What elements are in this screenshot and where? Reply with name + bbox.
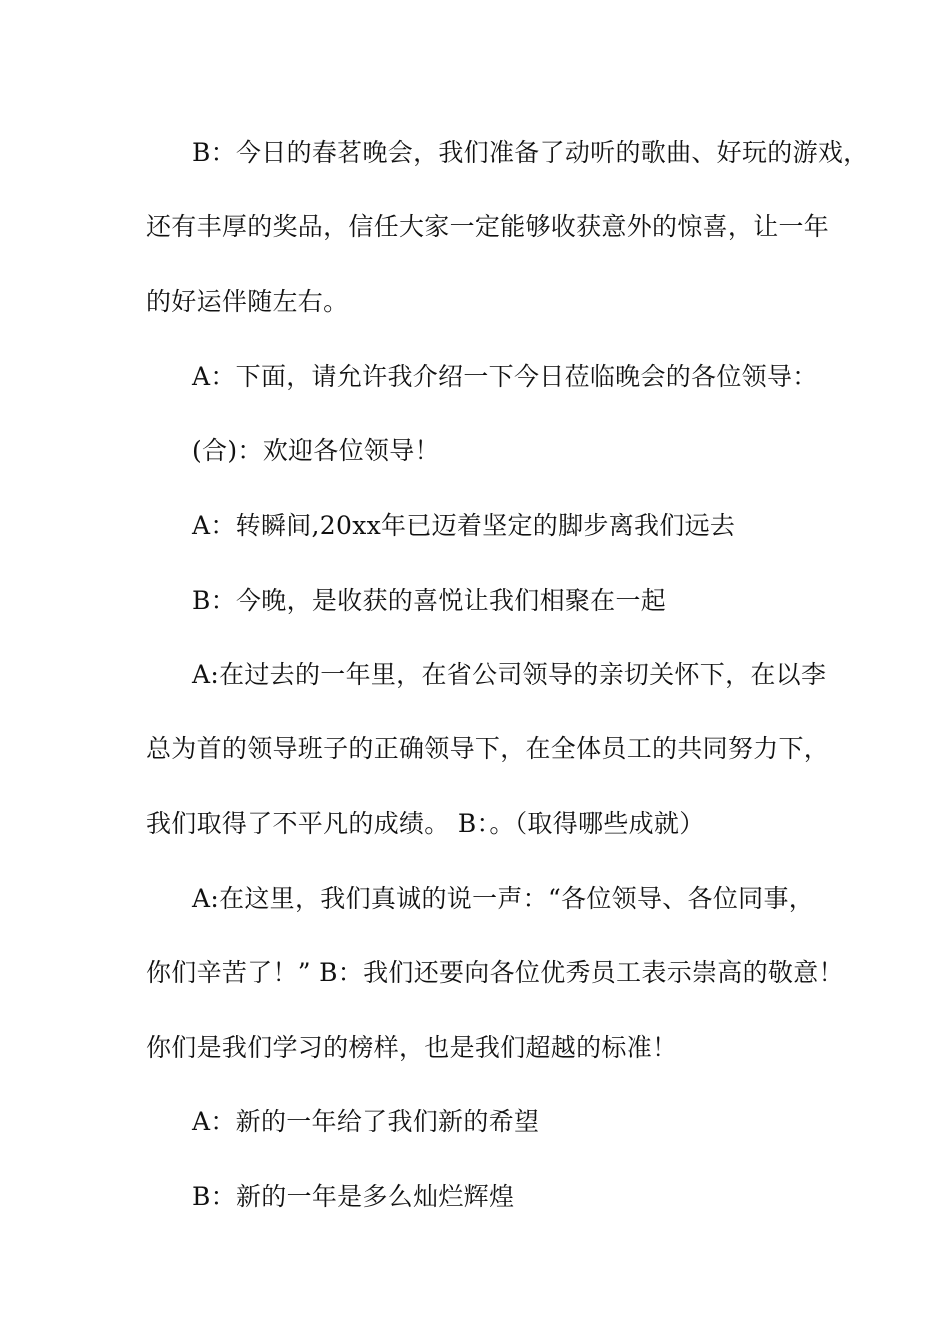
paragraph-line: 你们辛苦了！” B：我们还要向各位优秀员工表示崇高的敬意！ bbox=[146, 958, 844, 987]
paragraph-line: 我们取得了不平凡的成绩。 B：。（取得哪些成就） bbox=[146, 809, 705, 838]
paragraph-line: A：转瞬间,20xx年已迈着坚定的脚步离我们远去 bbox=[192, 511, 736, 540]
paragraph-line: 的好运伴随左右。 bbox=[146, 287, 349, 316]
paragraph-line: 还有丰厚的奖品，信任大家一定能够收获意外的惊喜，让一年 bbox=[146, 212, 830, 241]
paragraph-line: 你们是我们学习的榜样，也是我们超越的标准！ bbox=[146, 1033, 678, 1062]
paragraph-line: (合)：欢迎各位领导！ bbox=[192, 436, 440, 465]
paragraph-line: B：今晚，是收获的喜悦让我们相聚在一起 bbox=[192, 586, 667, 615]
paragraph-line: A：新的一年给了我们新的希望 bbox=[192, 1107, 540, 1136]
paragraph-line: B：今日的春茗晚会，我们准备了动听的歌曲、好玩的游戏， bbox=[192, 138, 869, 167]
paragraph-line: A:在这里，我们真诚的说一声：“各位领导、各位同事， bbox=[192, 884, 815, 913]
paragraph-line: A:在过去的一年里，在省公司领导的亲切关怀下，在以李 bbox=[192, 660, 827, 689]
paragraph-line: B：新的一年是多么灿烂辉煌 bbox=[192, 1182, 515, 1211]
paragraph-line: 总为首的领导班子的正确领导下，在全体员工的共同努力下， bbox=[146, 734, 830, 763]
paragraph-line: A：下面，请允许我介绍一下今日莅临晚会的各位领导： bbox=[192, 362, 818, 391]
